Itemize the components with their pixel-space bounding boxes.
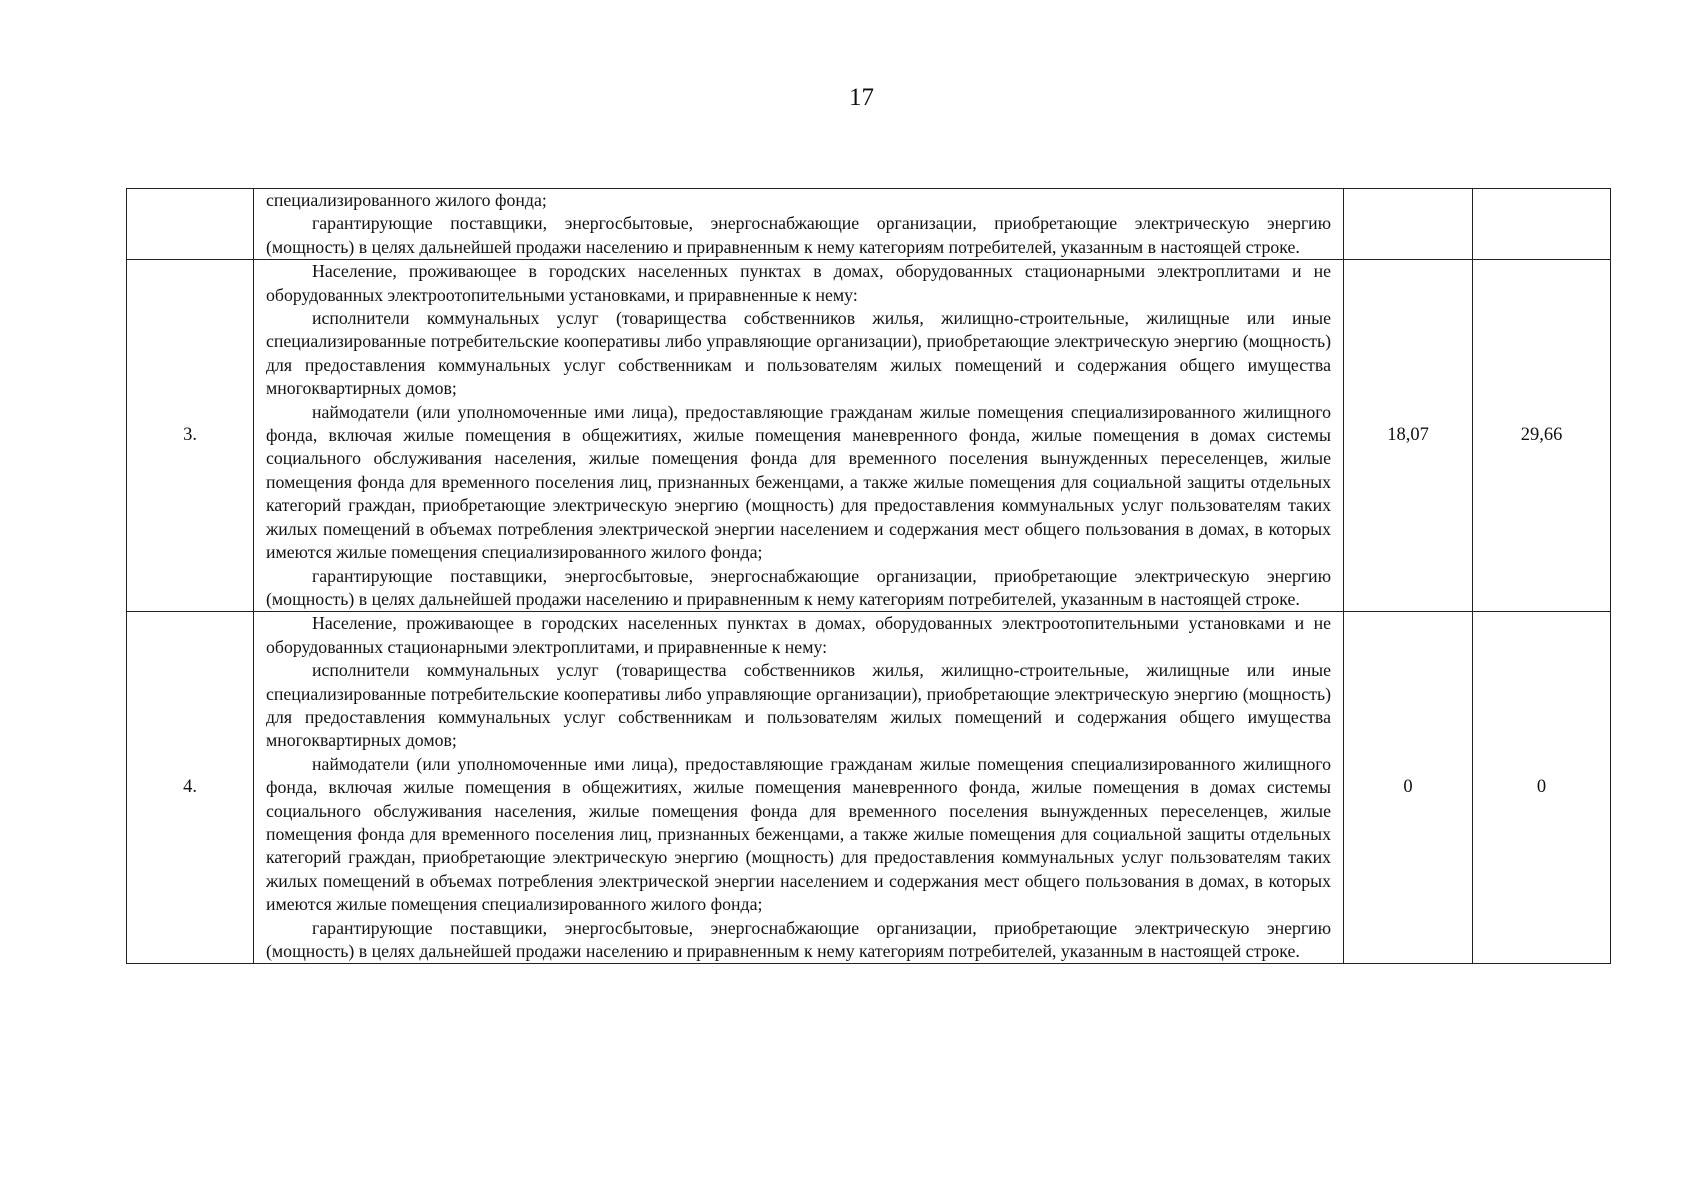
row-number: 4. [127,612,254,964]
value-cell-1: 18,07 [1344,260,1473,612]
row-number: 3. [127,260,254,612]
value-cell-1: 0 [1344,612,1473,964]
page-number: 17 [849,84,874,111]
row-description [254,189,1344,260]
row-description [254,260,1344,612]
value-cell-2: 29,66 [1473,260,1611,612]
paragraph: исполнители коммунальных услуг (товарищества собственников жилья, жилищно-строительные, жилищные или иные специализированные потребительские кооперативы либо управляющие организации), приобретающие электрическую энергию (мощность) для предоставления коммунальных услуг собственникам и пользователям жилых помещений и содержания общего имущества многоквартирных домов; [266,660,1331,751]
paragraph: гарантирующие поставщики, энергосбытовые, энергоснабжающие организации, приобретающие электрическую энергию (мощность) в целях дальнейшей продажи населению и приравненным к нему категориям потребителей, указанным в настоящей строке. [266,213,1331,257]
value-cell-1 [1344,189,1473,260]
value-cell-2 [1473,189,1611,260]
table-row [127,189,1611,260]
paragraph: наймодатели (или уполномоченные ими лица), предоставляющие гражданам жилые помещения специализированного жилищного фонда, включая жилые помещения в общежитиях, жилые помещения маневренного фонда, жилые помещения в домах системы социального обслуживания населения, жилые помещения фонда для временного поселения вынужденных переселенцев, жилые помещения фонда для временного поселения лиц, признанных беженцами, а также жилые помещения для социальной защиты отдельных категорий граждан, приобретающие электрическую энергию (мощность) для предоставления коммунальных услуг пользователям таких жилых помещений в объемах потребления электрической энергии населением и содержания мест общего пользования в домах, в которых имеются жилые помещения специализированного жилого фонда; [266,401,1331,563]
paragraph: специализированного жилого фонда; [266,190,547,210]
value-cell-2: 0 [1473,612,1611,964]
paragraph: Население, проживающее в городских населенных пунктах в домах, оборудованных электроотопительными установками и не оборудованных стационарными электроплитами, и приравненные к нему: [266,613,1331,657]
paragraph: исполнители коммунальных услуг (товарищества собственников жилья, жилищно-строительные, жилищные или иные специализированные потребительские кооперативы либо управляющие организации), приобретающие электрическую энергию (мощность) для предоставления коммунальных услуг собственникам и пользователям жилых помещений и содержания общего имущества многоквартирных домов; [266,308,1331,399]
paragraph: наймодатели (или уполномоченные ими лица), предоставляющие гражданам жилые помещения специализированного жилищного фонда, включая жилые помещения в общежитиях, жилые помещения маневренного фонда, жилые помещения в домах системы социального обслуживания населения, жилые помещения фонда для временного поселения вынужденных переселенцев, жилые помещения фонда для временного поселения лиц, признанных беженцами, а также жилые помещения для социальной защиты отдельных категорий граждан, приобретающие электрическую энергию (мощность) для предоставления коммунальных услуг пользователям таких жилых помещений в объемах потребления электрической энергии населением и содержания мест общего пользования в домах, в которых имеются жилые помещения специализированного жилого фонда; [266,753,1331,915]
table-row [127,260,1611,612]
paragraph: Население, проживающее в городских населенных пунктах в домах, оборудованных стационарными электроплитами и не оборудованных электроотопительными установками, и приравненные к нему: [266,261,1331,305]
row-number [127,189,254,260]
row-description [254,612,1344,964]
tariff-table [126,188,1611,964]
paragraph: гарантирующие поставщики, энергосбытовые, энергоснабжающие организации, приобретающие электрическую энергию (мощность) в целях дальнейшей продажи населению и приравненным к нему категориям потребителей, указанным в настоящей строке. [266,565,1331,609]
table-row [127,612,1611,964]
paragraph: гарантирующие поставщики, энергосбытовые, энергоснабжающие организации, приобретающие электрическую энергию (мощность) в целях дальнейшей продажи населению и приравненным к нему категориям потребителей, указанным в настоящей строке. [266,917,1331,961]
